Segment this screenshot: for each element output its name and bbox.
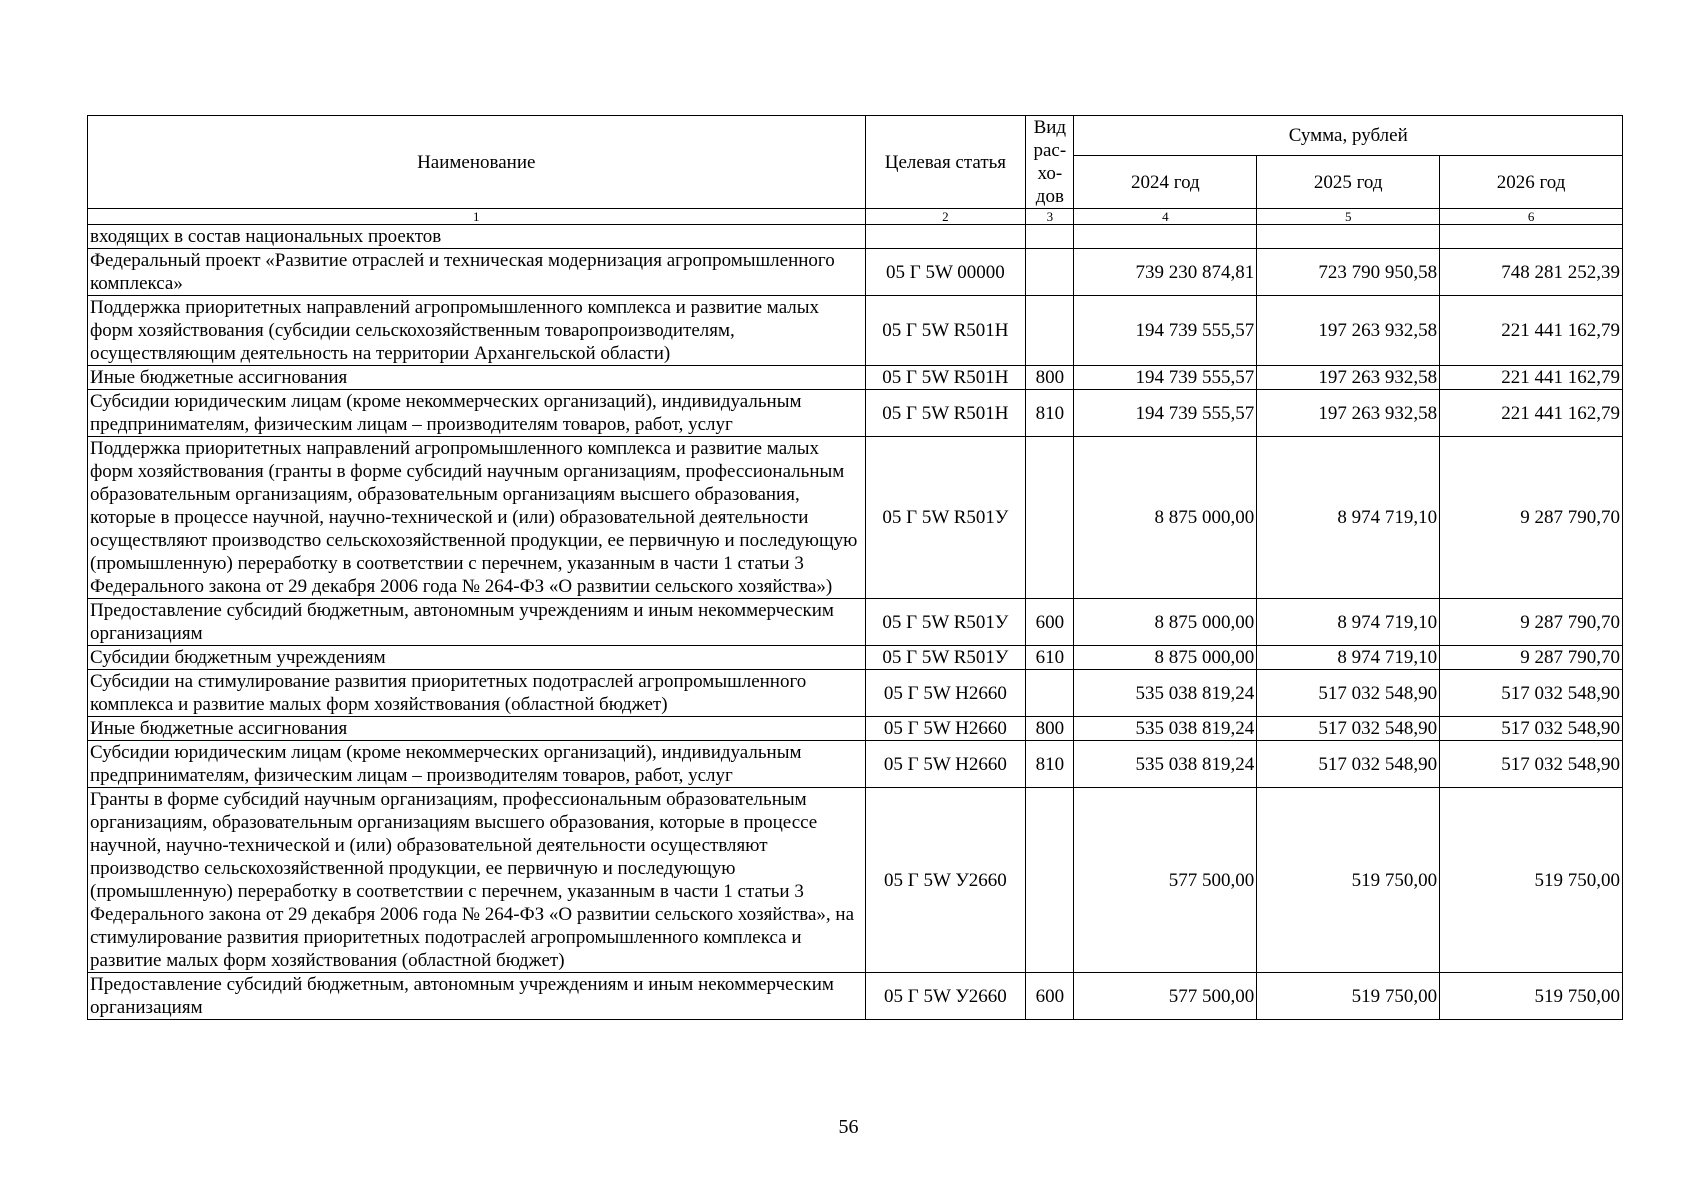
row-amount-2025: 197 263 932,58 [1257, 366, 1440, 390]
row-name: Субсидии бюджетным учреждениям [88, 646, 866, 670]
table-header [88, 116, 1623, 225]
row-name: Федеральный проект «Развитие отраслей и техническая модернизация агропромышленного комплекса» [88, 249, 866, 296]
row-amount-2025: 519 750,00 [1257, 973, 1440, 1020]
header-name: Наименование [88, 116, 866, 209]
row-target-article: 05 Г 5W Н2660 [865, 741, 1026, 788]
row-name: Предоставление субсидий бюджетным, автономным учреждениям и иным некоммерческим организациям [88, 973, 866, 1020]
table-row [88, 437, 1623, 599]
row-amount-2024: 535 038 819,24 [1074, 717, 1257, 741]
row-amount-2026: 221 441 162,79 [1440, 296, 1623, 366]
table-row [88, 599, 1623, 646]
row-target-article: 05 Г 5W R501Н [865, 390, 1026, 437]
header-year-2025: 2025 год [1257, 156, 1440, 209]
row-expense-type [1026, 225, 1074, 249]
row-target-article: 05 Г 5W R501Н [865, 366, 1026, 390]
table-row [88, 973, 1623, 1020]
row-expense-type: 810 [1026, 741, 1074, 788]
row-name: Субсидии на стимулирование развития приоритетных подотраслей агропромышленного комплекса и развитие малых форм хозяйствования (областной бюджет) [88, 670, 866, 717]
row-amount-2024: 535 038 819,24 [1074, 670, 1257, 717]
row-amount-2026: 517 032 548,90 [1440, 670, 1623, 717]
table-row [88, 225, 1623, 249]
table-row [88, 366, 1623, 390]
row-amount-2025: 8 974 719,10 [1257, 646, 1440, 670]
row-amount-2026 [1440, 225, 1623, 249]
column-index-row [88, 209, 1623, 225]
row-amount-2025: 197 263 932,58 [1257, 296, 1440, 366]
header-target-article: Целевая статья [865, 116, 1026, 209]
row-target-article: 05 Г 5W У2660 [865, 973, 1026, 1020]
row-target-article [865, 225, 1026, 249]
row-target-article: 05 Г 5W R501У [865, 437, 1026, 599]
column-index: 2 [865, 209, 1026, 225]
table-row [88, 788, 1623, 973]
column-index: 4 [1074, 209, 1257, 225]
row-amount-2025: 517 032 548,90 [1257, 670, 1440, 717]
row-name: Предоставление субсидий бюджетным, автономным учреждениям и иным некоммерческим организациям [88, 599, 866, 646]
row-amount-2026: 9 287 790,70 [1440, 646, 1623, 670]
row-amount-2026: 221 441 162,79 [1440, 390, 1623, 437]
row-amount-2024: 8 875 000,00 [1074, 437, 1257, 599]
header-expense-type: Вид рас-хо-дов [1026, 116, 1074, 209]
row-amount-2026: 9 287 790,70 [1440, 437, 1623, 599]
row-name: Гранты в форме субсидий научным организациям, профессиональным образовательным организациям, образовательным организациям высшего образования, которые в процессе научной, научно-технической и (или) образовательной деятельности осуществляют производство сельскохозяйственной продукции, ее первичную и последующую (промышленную) переработку в соответствии с перечнем, указанным в части 1 статьи 3 Федерального закона от 29 декабря 2006 года № 264-ФЗ «О развитии сельского хозяйства», на стимулирование развития приоритетных подотраслей агропромышленного комплекса и развитие малых форм хозяйствования (областной бюджет) [88, 788, 866, 973]
row-expense-type [1026, 437, 1074, 599]
row-expense-type [1026, 296, 1074, 366]
header-year-2026: 2026 год [1440, 156, 1623, 209]
table-row [88, 646, 1623, 670]
row-amount-2025: 8 974 719,10 [1257, 599, 1440, 646]
row-expense-type [1026, 249, 1074, 296]
table-row [88, 670, 1623, 717]
row-amount-2024: 739 230 874,81 [1074, 249, 1257, 296]
budget-table [87, 115, 1623, 1020]
column-index: 6 [1440, 209, 1623, 225]
row-name: Субсидии юридическим лицам (кроме некоммерческих организаций), индивидуальным предпринимателям, физическим лицам – производителям товаров, работ, услуг [88, 741, 866, 788]
table-row [88, 717, 1623, 741]
row-target-article: 05 Г 5W R501У [865, 599, 1026, 646]
row-amount-2025: 197 263 932,58 [1257, 390, 1440, 437]
header-amount: Сумма, рублей [1074, 116, 1623, 156]
row-amount-2024: 535 038 819,24 [1074, 741, 1257, 788]
table-body [88, 225, 1623, 1020]
row-expense-type [1026, 670, 1074, 717]
row-amount-2024: 577 500,00 [1074, 973, 1257, 1020]
row-expense-type: 800 [1026, 717, 1074, 741]
row-target-article: 05 Г 5W Н2660 [865, 670, 1026, 717]
column-index: 3 [1026, 209, 1074, 225]
table-row [88, 249, 1623, 296]
row-amount-2026: 517 032 548,90 [1440, 741, 1623, 788]
row-target-article: 05 Г 5W R501У [865, 646, 1026, 670]
row-target-article: 05 Г 5W 00000 [865, 249, 1026, 296]
row-expense-type: 810 [1026, 390, 1074, 437]
row-name: Иные бюджетные ассигнования [88, 717, 866, 741]
table-row [88, 296, 1623, 366]
page-number: 56 [838, 1116, 859, 1138]
row-amount-2026: 221 441 162,79 [1440, 366, 1623, 390]
row-amount-2024: 577 500,00 [1074, 788, 1257, 973]
column-index: 1 [88, 209, 866, 225]
row-expense-type: 600 [1026, 599, 1074, 646]
row-name: Поддержка приоритетных направлений агропромышленного комплекса и развитие малых форм хозяйствования (гранты в форме субсидий научным организациям, профессиональным образовательным организациям, образовательным организациям высшего образования, которые в процессе научной, научно-технической и (или) образовательной деятельности осуществляют производство сельскохозяйственной продукции, ее первичную и последующую (промышленную) переработку в соответствии с перечнем, указанным в части 1 статьи 3 Федерального закона от 29 декабря 2006 года № 264-ФЗ «О развитии сельского хозяйства») [88, 437, 866, 599]
row-expense-type [1026, 788, 1074, 973]
header-year-2024: 2024 год [1074, 156, 1257, 209]
table-row [88, 390, 1623, 437]
row-amount-2024: 194 739 555,57 [1074, 296, 1257, 366]
row-name: Субсидии юридическим лицам (кроме некоммерческих организаций), индивидуальным предпринимателям, физическим лицам – производителям товаров, работ, услуг [88, 390, 866, 437]
row-amount-2025: 517 032 548,90 [1257, 741, 1440, 788]
row-target-article: 05 Г 5W R501Н [865, 296, 1026, 366]
row-amount-2024 [1074, 225, 1257, 249]
row-amount-2026: 748 281 252,39 [1440, 249, 1623, 296]
row-expense-type: 600 [1026, 973, 1074, 1020]
row-amount-2026: 517 032 548,90 [1440, 717, 1623, 741]
row-amount-2025: 519 750,00 [1257, 788, 1440, 973]
row-amount-2026: 519 750,00 [1440, 973, 1623, 1020]
row-amount-2024: 194 739 555,57 [1074, 390, 1257, 437]
row-expense-type: 800 [1026, 366, 1074, 390]
row-name: Иные бюджетные ассигнования [88, 366, 866, 390]
row-amount-2025: 8 974 719,10 [1257, 437, 1440, 599]
row-amount-2026: 9 287 790,70 [1440, 599, 1623, 646]
row-amount-2025 [1257, 225, 1440, 249]
row-target-article: 05 Г 5W У2660 [865, 788, 1026, 973]
row-amount-2025: 517 032 548,90 [1257, 717, 1440, 741]
row-amount-2024: 8 875 000,00 [1074, 599, 1257, 646]
row-amount-2024: 8 875 000,00 [1074, 646, 1257, 670]
row-amount-2026: 519 750,00 [1440, 788, 1623, 973]
column-index: 5 [1257, 209, 1440, 225]
row-name: входящих в состав национальных проектов [88, 225, 866, 249]
row-amount-2025: 723 790 950,58 [1257, 249, 1440, 296]
row-amount-2024: 194 739 555,57 [1074, 366, 1257, 390]
row-name: Поддержка приоритетных направлений агропромышленного комплекса и развитие малых форм хозяйствования (субсидии сельскохозяйственным товаропроизводителям, осуществляющим деятельность на территории Архангельской области) [88, 296, 866, 366]
row-expense-type: 610 [1026, 646, 1074, 670]
table-row [88, 741, 1623, 788]
row-target-article: 05 Г 5W Н2660 [865, 717, 1026, 741]
